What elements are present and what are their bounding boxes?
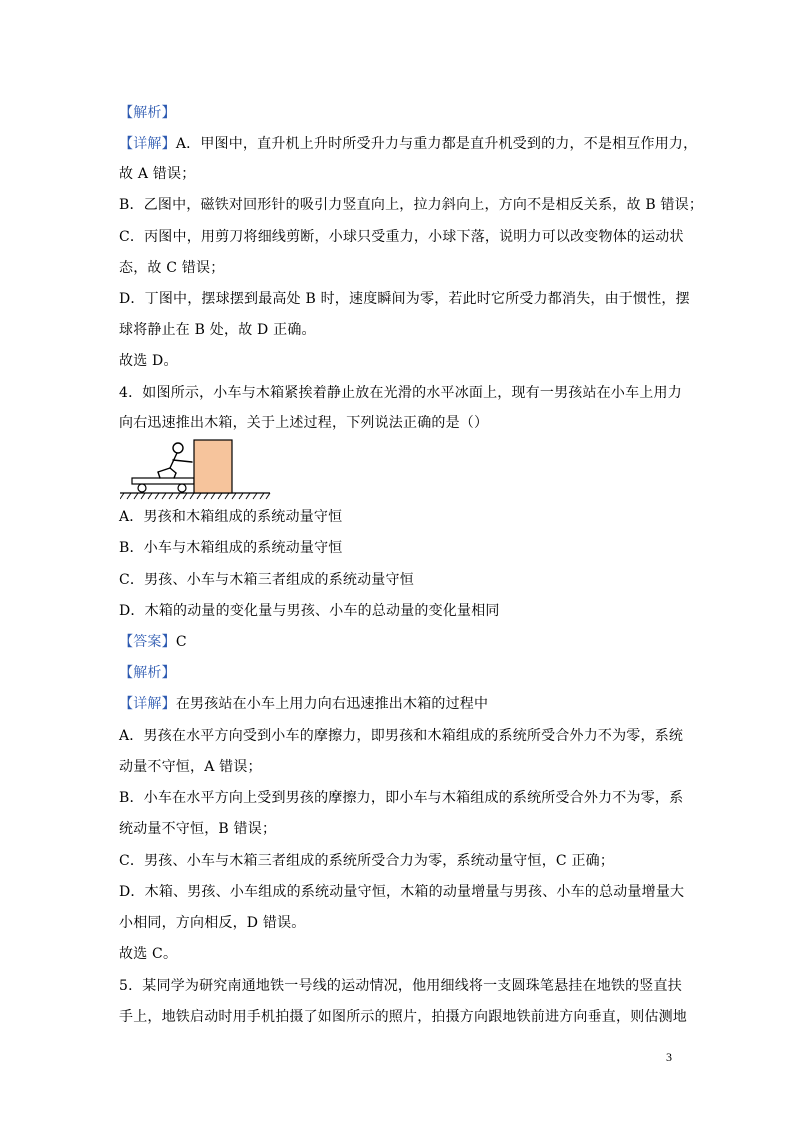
answer-value: C [175,634,187,650]
detail-paragraph [119,695,488,713]
question-stem: 4．如图所示，小车与木箱紧挨着静止放在光滑的水平冰面上，现有一男孩站在小车上用力 [119,385,682,401]
analysis-heading: 【解析】 [119,105,176,121]
answer-line [119,633,187,651]
option-a: A．男孩和木箱组成的系统动量守恒 [119,509,343,525]
text-line: 统动量不守恒，B 错误； [119,821,277,837]
analysis-heading: 【解析】 [119,665,176,681]
detail-paragraph [119,135,697,153]
question-stem: 手上，地铁启动时用手机拍摄了如图所示的照片，拍摄方向跟地铁前进方向垂直，则估测地 [119,1009,687,1025]
wooden-box [194,440,232,493]
option-c: C．男孩、小车与木箱三者组成的系统动量守恒 [119,572,414,588]
text-line: D．丁图中，摆球摆到最高处 B 时，速度瞬间为零，若此时它所受力都消失，由于惯性，摆 [119,291,690,307]
ground-line [120,493,270,499]
page-number: 3 [666,1050,672,1064]
question-stem: 向右迅速推出木箱，关于上述过程，下列说法正确的是（） [119,415,489,431]
text-line: 球将静止在 B 处，故 D 正确。 [119,322,316,338]
boy-figure [158,443,192,478]
text-line: B．小车在水平方向上受到男孩的摩擦力，即小车与木箱组成的系统所受合外力不为零，系 [119,790,684,806]
text-line: 小相同，方向相反，D 错误。 [119,915,306,931]
text-line: A．男孩在水平方向受到小车的摩擦力，即男孩和木箱组成的系统所受合外力不为零，系统 [119,728,684,744]
text-line: D．木箱、男孩、小车组成的系统动量守恒，木箱的动量增量与男孩、小车的总动量增量大 [119,884,685,900]
text-line: B．乙图中，磁铁对回形针的吸引力竖直向上，拉力斜向上，方向不是相反关系，故 B 错误； [119,197,704,213]
text-line: C．男孩、小车与木箱三者组成的系统所受合力为零，系统动量守恒，C 正确； [119,853,615,869]
text-line: 故选 C。 [119,946,178,962]
cart [132,478,194,492]
text-line: 动量不守恒，A 错误； [119,759,262,775]
cart-box-figure [120,436,272,506]
cart-box-illustration [120,436,272,502]
option-b: B．小车与木箱组成的系统动量守恒 [119,540,343,556]
text-line: 故 A 错误； [119,166,196,182]
detail-label: 【详解】 [119,696,176,712]
text-line: 在男孩站在小车上用力向右迅速推出木箱的过程中 [175,696,489,712]
detail-label: 【详解】 [119,136,176,152]
option-d: D．木箱的动量的变化量与男孩、小车的总动量的变化量相同 [119,603,500,619]
text-line: 态，故 C 错误； [119,260,225,276]
question-stem: 5．某同学为研究南通地铁一号线的运动情况，他用细线将一支圆珠笔悬挂在地铁的竖直扶 [119,978,682,994]
text-line: C．丙图中，用剪刀将细线剪断，小球只受重力，小球下落，说明力可以改变物体的运动状 [119,229,684,245]
text-line: 故选 D。 [119,353,178,369]
text-line: A．甲图中，直升机上升时所受升力与重力都是直升机受到的力，不是相互作用力， [175,136,698,152]
answer-label: 【答案】 [119,634,176,650]
